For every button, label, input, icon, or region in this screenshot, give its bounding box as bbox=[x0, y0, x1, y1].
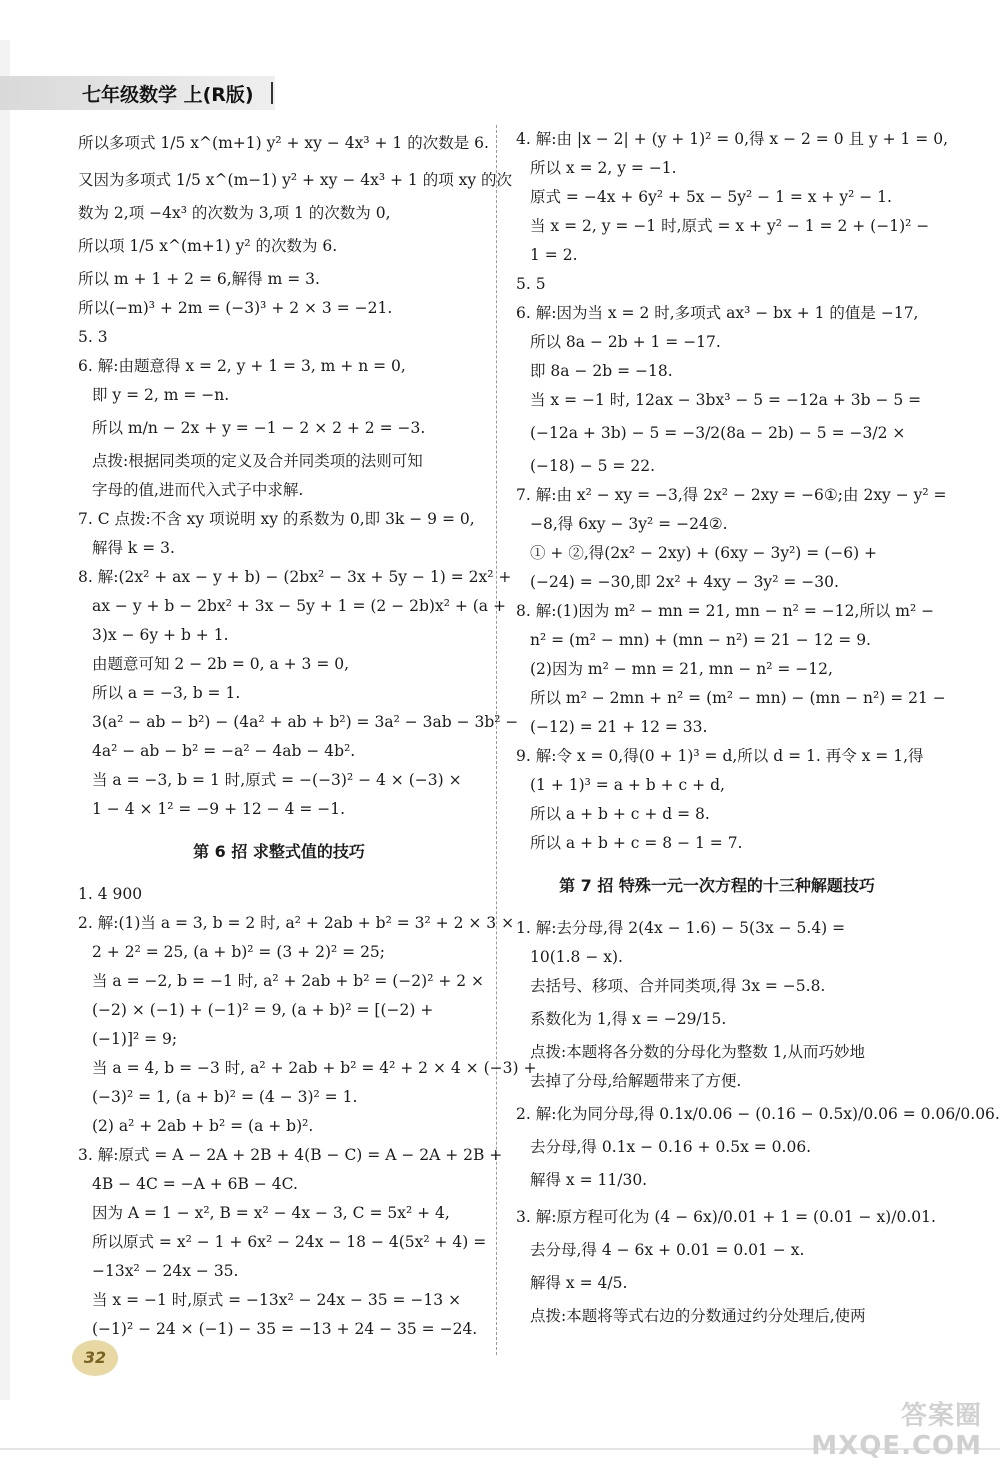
text-line: 5. 3 bbox=[78, 328, 108, 346]
text-line: 所以 a + b + c = 8 − 1 = 7. bbox=[530, 834, 743, 852]
text-line: 系数化为 1,得 x = −29/15. bbox=[530, 1010, 727, 1028]
left-lines-b bbox=[78, 880, 537, 1344]
hint-line: 点拨:本题将各分数的分母化为整数 1,从而巧妙地 bbox=[530, 1043, 865, 1061]
text-line: 所以 m² − 2mn + n² = (m² − mn) − (mn − n²) = 21 − bbox=[530, 689, 946, 707]
text-line: 10(1.8 − x). bbox=[530, 948, 623, 966]
text-line: 2. 解:(1)当 a = 3, b = 2 时, a² + 2ab + b² = 3² + 2 × 3 × bbox=[78, 914, 515, 932]
section-title-7: 第 7 招 特殊一元一次方程的十三种解题技巧 bbox=[559, 876, 875, 895]
text-line: 3. 解:原式 = A − 2A + 2B + 4(B − C) = A − 2A + 2B + bbox=[78, 1146, 503, 1164]
text-line: (−12) = 21 + 12 = 33. bbox=[530, 718, 708, 736]
text-line: 原式 = −4x + 6y² + 5x − 5y² − 1 = x + y² − 1. bbox=[530, 188, 892, 206]
text-line: 所以 m/n − 2x + y = −1 − 2 × 2 + 2 = −3. bbox=[92, 419, 426, 437]
text-line: 1 − 4 × 1² = −9 + 12 − 4 = −1. bbox=[92, 800, 346, 818]
hint-line: 去掉了分母,给解题带来了方便. bbox=[530, 1072, 742, 1090]
text-line: −8,得 6xy − 3y² = −24②. bbox=[530, 515, 728, 533]
text-line: ax − y + b − 2bx² + 3x − 5y + 1 = (2 − 2b)x² + (a + bbox=[92, 597, 506, 615]
text-line: 即 y = 2, m = −n. bbox=[92, 386, 230, 404]
text-line: (2) a² + 2ab + b² = (a + b)². bbox=[92, 1117, 314, 1135]
text-line: ① + ②,得(2x² − 2xy) + (6xy − 3y²) = (−6) + bbox=[530, 544, 878, 562]
text-line: 3(a² − ab − b²) − (4a² + ab + b²) = 3a² − 3ab − 3b² − bbox=[92, 713, 519, 731]
text-line: 4B − 4C = −A + 6B − 4C. bbox=[92, 1175, 298, 1193]
page-header-title: 七年级数学 上(R版) bbox=[82, 84, 254, 106]
text-line: 当 x = 2, y = −1 时,原式 = x + y² − 1 = 2 + (−1)² − bbox=[530, 217, 930, 235]
text-line: 解得 k = 3. bbox=[92, 539, 175, 557]
text-line: (−2) × (−1) + (−1)² = 9, (a + b)² = [(−2) + bbox=[92, 1001, 434, 1019]
text-line: (2)因为 m² − mn = 21, mn − n² = −12, bbox=[530, 660, 833, 678]
text-line: 当 a = −2, b = −1 时, a² + 2ab + b² = (−2)² + 2 × bbox=[92, 972, 485, 990]
text-line: 4a² − ab − b² = −a² − 4ab − 4b². bbox=[92, 742, 356, 760]
text-line: 因为 A = 1 − x², B = x² − 4x − 3, C = 5x² + 4, bbox=[92, 1204, 450, 1222]
text-line: (−12a + 3b) − 5 = −3/2(8a − 2b) − 5 = −3/2 × bbox=[530, 424, 906, 442]
hint-line: 字母的值,进而代入式子中求解. bbox=[92, 481, 304, 499]
text-line: 解得 x = 11/30. bbox=[530, 1171, 648, 1189]
text-line: 6. 解:由题意得 x = 2, y + 1 = 3, m + n = 0, bbox=[78, 357, 406, 375]
text-line: 由题意可知 2 − 2b = 0, a + 3 = 0, bbox=[92, 655, 350, 673]
text-line: 当 x = −1 时,原式 = −13x² − 24x − 35 = −13 × bbox=[92, 1291, 462, 1309]
hint-line: 点拨:根据同类项的定义及合并同类项的法则可知 bbox=[92, 452, 423, 470]
text-line: 3. 解:原方程可化为 (4 − 6x)/0.01 + 1 = (0.01 − x)/0.01. bbox=[516, 1208, 936, 1226]
text-line: (−24) = −30,即 2x² + 4xy − 3y² = −30. bbox=[530, 573, 839, 591]
text-line: 即 8a − 2b = −18. bbox=[530, 362, 673, 380]
hint-line: 点拨:本题将等式右边的分数通过约分处理后,使两 bbox=[530, 1307, 866, 1325]
text-line: −13x² − 24x − 35. bbox=[92, 1262, 239, 1280]
text-line: 所以(−m)³ + 2m = (−3)³ + 2 × 3 = −21. bbox=[78, 299, 393, 317]
column-divider bbox=[496, 125, 497, 1355]
text-line: (−1)² − 24 × (−1) − 35 = −13 + 24 − 35 = −24. bbox=[92, 1320, 478, 1338]
text-line: 当 x = −1 时, 12ax − 3bx³ − 5 = −12a + 3b − 5 = bbox=[530, 391, 922, 409]
header-divider bbox=[271, 82, 273, 104]
text-line: 所以 x = 2, y = −1. bbox=[530, 159, 677, 177]
text-line: 4. 解:由 |x − 2| + (y + 1)² = 0,得 x − 2 = 0 且 y + 1 = 0, bbox=[516, 130, 949, 148]
text-line: 8. 解:(2x² + ax − y + b) − (2bx² − 3x + 5y − 1) = 2x² + bbox=[78, 568, 512, 586]
text-line: 所以原式 = x² − 1 + 6x² − 24x − 18 − 4(5x² + 4) = bbox=[92, 1233, 487, 1251]
text-line: 6. 解:因为当 x = 2 时,多项式 ax³ − bx + 1 的值是 −17, bbox=[516, 304, 919, 322]
text-line: 5. 5 bbox=[516, 275, 546, 293]
text-line: 解得 x = 4/5. bbox=[530, 1274, 628, 1292]
text-line: (1 + 1)³ = a + b + c + d, bbox=[530, 776, 725, 794]
watermark bbox=[811, 1401, 982, 1461]
text-line: 所以 a = −3, b = 1. bbox=[92, 684, 241, 702]
text-line: (−1)]² = 9; bbox=[92, 1030, 178, 1048]
text-line: 8. 解:(1)因为 m² − mn = 21, mn − n² = −12,所以 m² − bbox=[516, 602, 935, 620]
text-line: (−18) − 5 = 22. bbox=[530, 457, 655, 475]
text-line: 所以 a + b + c + d = 8. bbox=[530, 805, 710, 823]
text-line: 9. 解:令 x = 0,得(0 + 1)³ = d,所以 d = 1. 再令 x = 1,得 bbox=[516, 747, 924, 765]
text-line: 7. C 点拨:不含 xy 项说明 xy 的系数为 0,即 3k − 9 = 0, bbox=[78, 510, 475, 528]
text-line: 7. 解:由 x² − xy = −3,得 2x² − 2xy = −6①;由 2xy − y² = bbox=[516, 486, 947, 504]
text-line: 1. 解:去分母,得 2(4x − 1.6) − 5(3x − 5.4) = bbox=[516, 919, 846, 937]
text-line: 去分母,得 0.1x − 0.16 + 0.5x = 0.06. bbox=[530, 1138, 812, 1156]
text-line: 所以项 1/5 x^(m+1) y² 的次数为 6. bbox=[78, 237, 338, 255]
text-line: 1. 4 900 bbox=[78, 885, 143, 903]
text-line: 1 = 2. bbox=[530, 246, 578, 264]
text-line: 3)x − 6y + b + 1. bbox=[92, 626, 229, 644]
page-edge-shadow bbox=[0, 40, 10, 1400]
text-line: 所以 m + 1 + 2 = 6,解得 m = 3. bbox=[78, 270, 320, 288]
section-title-6: 第 6 招 求整式值的技巧 bbox=[193, 842, 365, 861]
text-line: 2 + 2² = 25, (a + b)² = (3 + 2)² = 25; bbox=[92, 943, 386, 961]
text-line: 所以 8a − 2b + 1 = −17. bbox=[530, 333, 721, 351]
watermark-line1: 答案圈 bbox=[900, 1401, 982, 1431]
text-line: 2. 解:化为同分母,得 0.1x/0.06 − (0.16 − 0.5x)/0.06 = 0.06/0.06. bbox=[516, 1105, 1000, 1123]
text-line: 当 a = 4, b = −3 时, a² + 2ab + b² = 4² + 2 × 4 × (−3) + bbox=[92, 1059, 537, 1077]
right-column bbox=[516, 125, 1000, 1331]
text-line: n² = (m² − mn) + (mn − n²) = 21 − 12 = 9. bbox=[530, 631, 871, 649]
text-line: 当 a = −3, b = 1 时,原式 = −(−3)² − 4 × (−3) × bbox=[92, 771, 462, 789]
page-number-badge: 32 bbox=[72, 1340, 118, 1376]
left-lines-a bbox=[78, 125, 519, 824]
text-line: 又因为多项式 1/5 x^(m−1) y² + xy − 4x³ + 1 的项 xy 的次 bbox=[78, 171, 513, 189]
watermark-line2: MXQE.COM bbox=[811, 1431, 982, 1461]
text-line: (−3)² = 1, (a + b)² = (4 − 3)² = 1. bbox=[92, 1088, 358, 1106]
text-line: 去分母,得 4 − 6x + 0.01 = 0.01 − x. bbox=[530, 1241, 805, 1259]
right-lines-a bbox=[516, 125, 949, 858]
text-line: 去括号、移项、合并同类项,得 3x = −5.8. bbox=[530, 977, 826, 995]
text-line: 数为 2,项 −4x³ 的次数为 3,项 1 的次数为 0, bbox=[78, 204, 391, 222]
right-lines-b bbox=[516, 914, 1000, 1331]
text-line: 所以多项式 1/5 x^(m+1) y² + xy − 4x³ + 1 的次数是 6. bbox=[78, 134, 489, 152]
